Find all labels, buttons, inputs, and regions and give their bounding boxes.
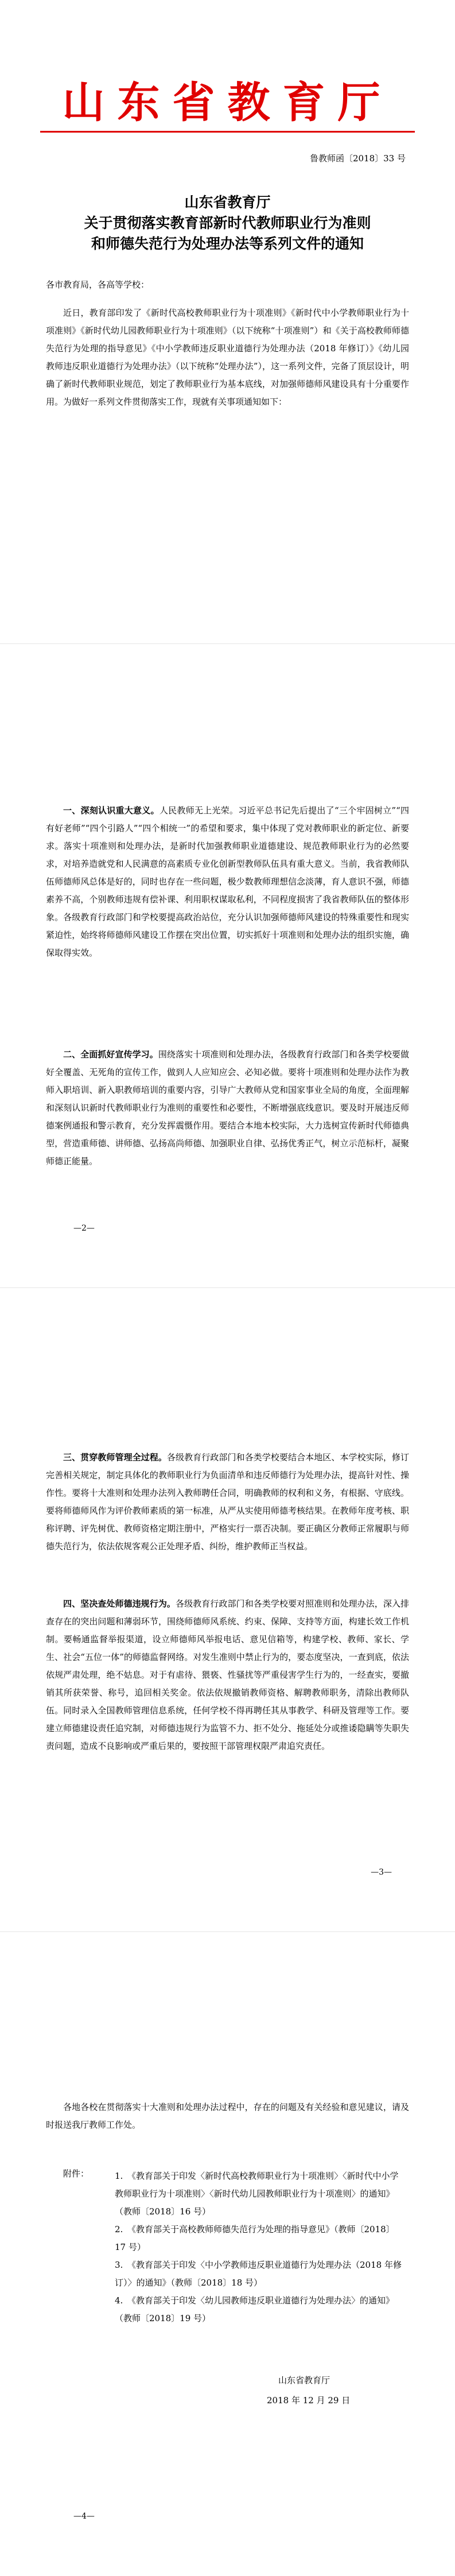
document-number: 鲁教师函〔2018〕33 号 (309, 153, 406, 164)
section-4-body: 各级教育行政部门和各类学校要对照准则和处理办法，深入排查存在的突出问题和薄弱环节，围绕师德师风系统、约束、保障、支持等方面，构建长效工作机制。要畅通监督举报渠道，设立师德师风举报电话、意见信箱等，构建学校、教师、家长、学生、社会“五位一体”的师德监督网络。对发生准则中禁止行为的，要态度坚决，一查到底，依法依规严肃处理，绝不姑息。对于有虐待、猥亵、性骚扰等严重侵害学生行为的，一经查实，要撤销其所获荣誉、称号，追回相关奖金。依法依规撤销教师资格、解聘教师职务，清除出教师队伍。同时录入全国教师管理信息系统，任何学校不得再聘任其从事教学、科研及管理等工作。要建立师德建设责任追究制，对师德违规行为监管不力、拒不处分、拖延处分或推诿隐瞒等失职失责问题，造成不良影响或严重后果的，要按照干部管理权限严肃追究责任。 (46, 1599, 409, 1751)
attachment-list (115, 2167, 402, 2327)
page-number: —3— (371, 1868, 392, 1877)
section-2-heading: 二、全面抓好宣传学习。 (63, 1049, 158, 1060)
section-3-heading: 三、贯穿教师管理全过程。 (63, 1452, 167, 1462)
page-number: —4— (73, 2512, 95, 2521)
section-2-body: 围绕落实十项准则和处理办法，各级教育行政部门和各类学校要做好全覆盖、无死角的宣传工作，做到人人应知应会、必知必做。要将十项准则和处理办法作为教师入职培训、新入职教师培训的重要内容，引导广大教师从党和国家事业全局的角度，全面理解和深刻认识新时代教师职业行为准则的重要性和必要性，不断增强底线意识。要及时开展违反师德案例通报和警示教育，充分发挥震慑作用。要结合本地本校实际，大力选树宣传新时代师德典型，营造重师德、讲师德、弘扬高尚师德、加强职业自律、弘扬优秀正气，树立示范标杆，凝聚师德正能量。 (46, 1049, 409, 1166)
title-line-2: 关于贯彻落实教育部新时代教师职业行为准则 (84, 215, 371, 231)
section-3-body: 各级教育行政部门和各类学校要结合本地区、本学校实际，修订完善相关规定，制定具体化的教师职业行为负面清单和违反师德行为处理办法，提高针对性、操作性。要将十大准则和处理办法列入教师聘任合同，明确教师的权利和义务，有根据、守底线。要将师德师风作为评价教师素质的第一标准，从严从实使用师德考核结果。在教师年度考核、职称评聘、评先树优、教师资格定期注册中，严格实行一票否决制。要正确区分教师正常履职与师德失范行为，依法依规客观公正处理矛盾、纠纷，维护教师正当权益。 (46, 1452, 409, 1551)
section-1-heading: 一、深刻认识重大意义。 (63, 805, 160, 816)
section-2 (46, 1046, 409, 1170)
attachment-item: 2. 《教育部关于高校教师师德失范行为处理的指导意见》（教师〔2018〕17 号） (115, 2224, 395, 2252)
section-1 (46, 802, 409, 962)
attachment-item: 4. 《教育部关于印发〈幼儿园教师违反职业道德行为处理办法〉的通知》（教师〔2018〕19 号） (115, 2295, 395, 2323)
section-1-body: 人民教师无上光荣。习近平总书记先后提出了“三个牢固树立”“四有好老师”“四个引路人”“四个相统一”的希望和要求，集中体现了党对教师职业的新定位、新要求。落实十项准则和处理办法，是新时代加强教师职业道德建设、规范教师职业行为的必然要求，对培养造就党和人民满意的高素质专业化创新型教师队伍具有重大意义。当前，我省教师队伍师德师风总体是好的，同时也存在一些问题，极少数教师理想信念淡薄，育人意识不强，师德素养不高，个别教师违规有偿补课、利用职权谋取私利，不同程度损害了我省教师队伍的整体形象。各级教育行政部门和学校要提高政治站位，充分认识加强师德师风建设的特殊重要性和现实紧迫性，始终将师德师风建设工作摆在突出位置，切实抓好十项准则和处理办法的组织实施，确保取得实效。 (46, 805, 409, 958)
closing-paragraph: 各地各校在贯彻落实十大准则和处理办法过程中，存在的问题及有关经验和意见建议，请及时报送我厅教师工作处。 (46, 2102, 409, 2130)
page-3 (0, 1288, 455, 1932)
title-line-3: 和师德失范行为处理办法等系列文件的通知 (91, 235, 364, 252)
addressee: 各市教育局，各高等学校： (46, 280, 150, 290)
intro-paragraph: 近日，教育部印发了《新时代高校教师职业行为十项准则》《新时代中小学教师职业行为十项准则》《新时代幼儿园教师职业行为十项准则》（以下统称“十项准则”）和《关于高校教师师德失范行为处理的指导意见》《中小学教师违反职业道德行为处理办法（2018 年修订）》《幼儿园教师违反职业道德行为处理办法》（以下统称“处理办法”），这一系列文件，完备了顶层设计，明确了新时代教师职业规范，划定了教师职业行为基本底线，对加强师德师风建设具有十分重要作用。为做好一系列文件贯彻落实工作，现就有关事项通知如下： (46, 308, 409, 407)
page-2 (0, 644, 455, 1288)
page-4 (0, 1932, 455, 2576)
header-red-rule (40, 131, 415, 133)
page-1 (0, 0, 455, 644)
title-line-1: 山东省教育厅 (184, 194, 271, 211)
attachment-label: 附件： (63, 2168, 90, 2179)
signature-date: 2018 年 12 月 29 日 (267, 2395, 351, 2406)
org-header-title: 山东省教育厅 (62, 78, 393, 127)
section-3 (46, 1449, 409, 1555)
signature-org: 山东省教育厅 (278, 2375, 330, 2385)
page-number: —2— (73, 1224, 95, 1233)
section-4-heading: 四、坚决查处师德违规行为。 (63, 1599, 176, 1609)
attachment-item: 1. 《教育部关于印发〈新时代高校教师职业行为十项准则〉〈新时代中小学教师职业行为十项准则〉〈新时代幼儿园教师职业行为十项准则〉的通知》（教师〔2018〕16 号） (115, 2171, 399, 2217)
document-title (0, 192, 455, 254)
section-4 (46, 1595, 409, 1755)
attachment-item: 3. 《教育部关于印发〈中小学教师违反职业道德行为处理办法（2018 年修订）〉的通知》（教师〔2018〕18 号） (115, 2260, 402, 2288)
